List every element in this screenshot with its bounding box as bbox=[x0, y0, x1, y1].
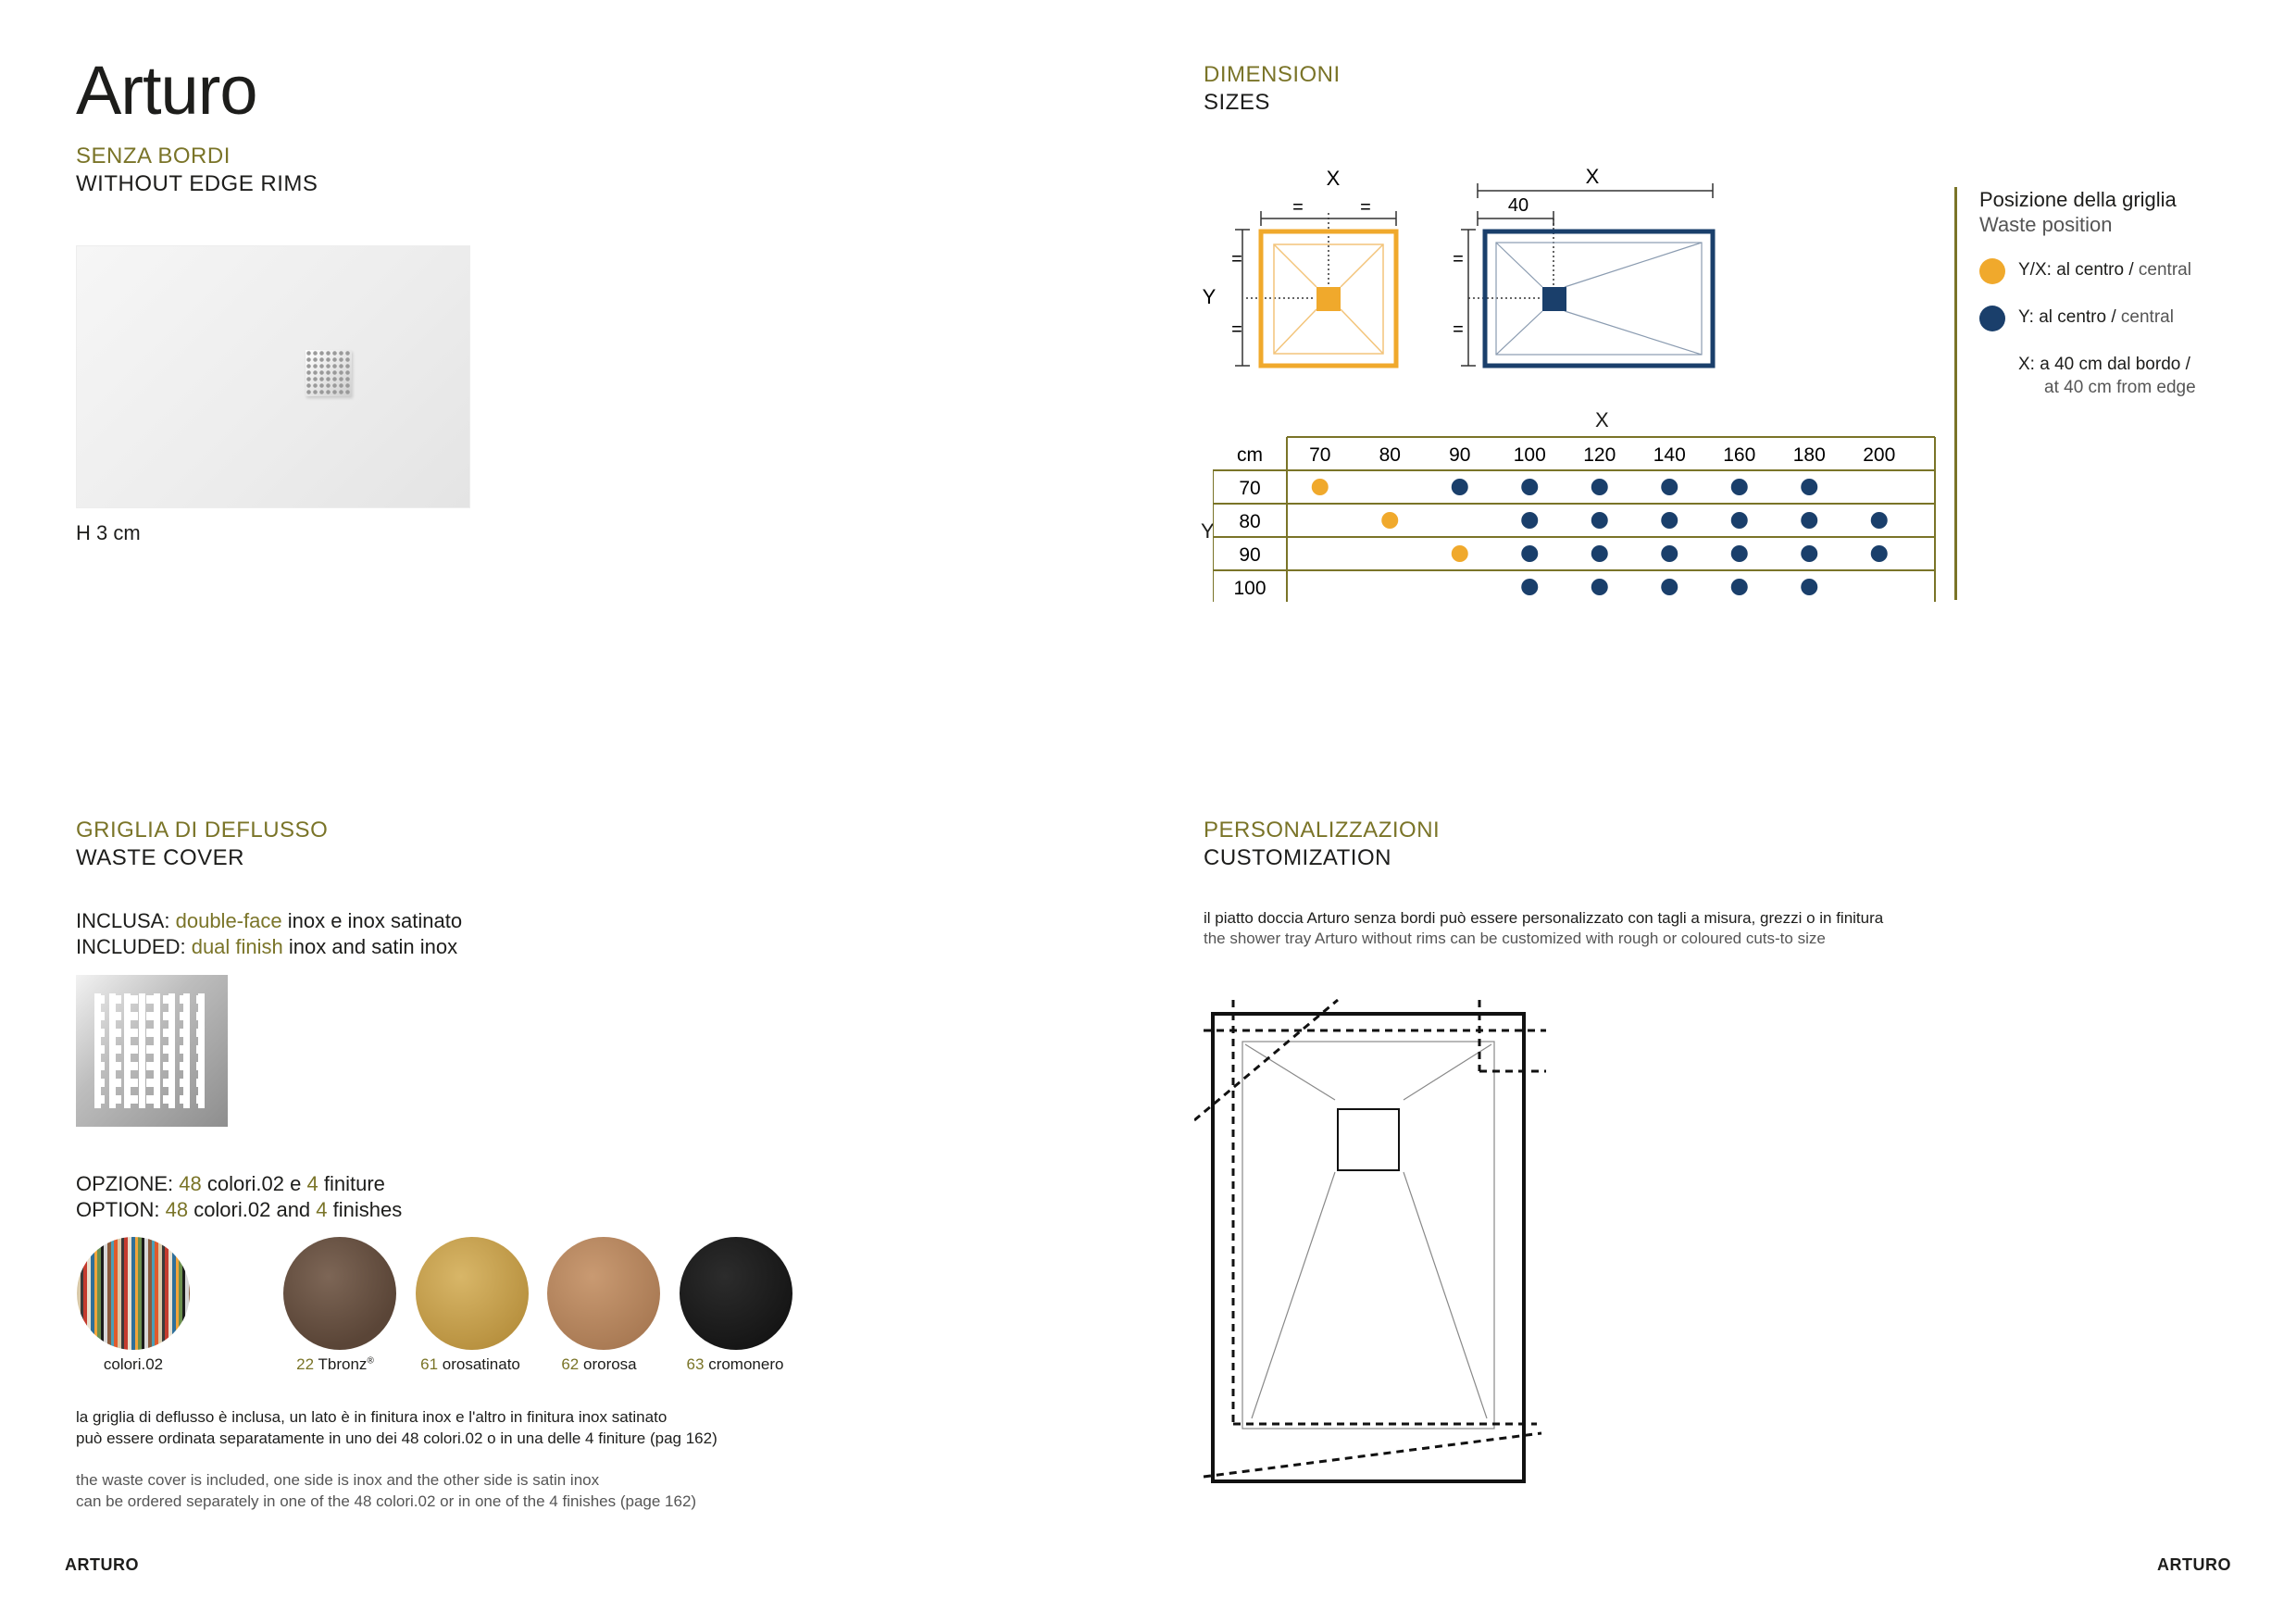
availability-dot-blue bbox=[1452, 479, 1468, 495]
legend-key: Y/X: bbox=[2018, 260, 2052, 280]
eq-mark: = bbox=[1360, 197, 1371, 218]
legend-en: central bbox=[2138, 260, 2191, 280]
custom-it: il piatto doccia Arturo senza bordi può essere personalizzato con tagli a misura, grezzi o in finitura bbox=[1204, 909, 1884, 927]
eq-mark: = bbox=[1453, 249, 1464, 269]
table-column-header: 120 bbox=[1583, 444, 1616, 466]
legend-key: Y: bbox=[2018, 307, 2034, 327]
swatch-tbronz bbox=[283, 1237, 396, 1350]
included-accent: dual finish bbox=[191, 935, 283, 958]
availability-dot-blue bbox=[1871, 545, 1888, 562]
opzione-mid: colori.02 e bbox=[206, 1172, 302, 1195]
swatch-colori bbox=[77, 1237, 190, 1350]
eq-mark: = bbox=[1453, 319, 1464, 340]
swatch-num: 63 bbox=[686, 1355, 705, 1373]
availability-dot-blue bbox=[1591, 579, 1608, 595]
swatch-num: 62 bbox=[561, 1355, 580, 1373]
option-end: finishes bbox=[332, 1198, 403, 1221]
legend-item-y bbox=[2018, 307, 2174, 328]
opzione-label: OPZIONE: bbox=[76, 1172, 174, 1195]
customization-heading: CUSTOMIZATION bbox=[1204, 845, 1391, 870]
option-mid: colori.02 and bbox=[193, 1198, 311, 1221]
availability-dot-blue bbox=[1731, 512, 1748, 529]
legend-sep: / bbox=[2111, 307, 2116, 327]
legend-divider bbox=[1954, 187, 1957, 600]
legend-en: central bbox=[2120, 307, 2174, 327]
table-row-header: 90 bbox=[1239, 544, 1261, 566]
waste-cover-heading: WASTE COVER bbox=[76, 845, 244, 870]
availability-dot-orange bbox=[1452, 545, 1468, 562]
sizes-table bbox=[1213, 435, 1944, 602]
table-corner-label: cm bbox=[1237, 444, 1263, 466]
dim-x-label: X bbox=[1585, 165, 1600, 188]
swatch-name: colori.02 bbox=[103, 1355, 164, 1373]
table-column-header: 140 bbox=[1653, 444, 1686, 466]
table-row-header: 100 bbox=[1233, 578, 1267, 599]
griglia-heading: GRIGLIA DI DEFLUSSO bbox=[76, 818, 329, 843]
eq-mark: = bbox=[1292, 197, 1304, 218]
option-label: OPTION: bbox=[76, 1198, 160, 1221]
waste-cover-image bbox=[76, 975, 228, 1127]
availability-dot-blue bbox=[1661, 579, 1678, 595]
availability-dot-blue bbox=[1591, 512, 1608, 529]
dim-y-label: Y bbox=[1202, 285, 1217, 308]
availability-dot-blue bbox=[1591, 545, 1608, 562]
sizes-heading: SIZES bbox=[1204, 90, 1270, 115]
table-row-header: 80 bbox=[1239, 511, 1261, 532]
legend-orange-dot bbox=[1979, 258, 2005, 284]
opzione-end: finiture bbox=[323, 1172, 385, 1195]
desc-en-2: can be ordered separately in one of the 48 colori.02 or in one of the 4 finishes (page 162) bbox=[76, 1492, 697, 1510]
legend-it: al centro bbox=[2056, 260, 2125, 280]
page-title: Arturo bbox=[76, 52, 257, 129]
table-column-header: 180 bbox=[1792, 444, 1826, 466]
included-label: INCLUDED: bbox=[76, 935, 186, 958]
table-column-header: 200 bbox=[1863, 444, 1896, 466]
availability-dot-orange bbox=[1381, 512, 1398, 529]
eq-mark: = bbox=[1231, 319, 1242, 340]
table-column-header: 70 bbox=[1309, 444, 1331, 466]
option-count-finishes: 4 bbox=[316, 1198, 328, 1221]
swatch-num: 61 bbox=[420, 1355, 439, 1373]
opzione-line bbox=[76, 1171, 385, 1197]
footer-left: ARTURO bbox=[65, 1555, 139, 1574]
opzione-count-finishes: 4 bbox=[306, 1172, 318, 1195]
legend-key: X: bbox=[2018, 355, 2035, 374]
availability-dot-blue bbox=[1661, 512, 1678, 529]
opzione-count-colors: 48 bbox=[179, 1172, 202, 1195]
option-count-colors: 48 bbox=[165, 1198, 189, 1221]
availability-dot-blue bbox=[1661, 545, 1678, 562]
swatch-orosatinato bbox=[416, 1237, 529, 1350]
drain-square-orange bbox=[1316, 287, 1341, 311]
dim-x-label: X bbox=[1326, 167, 1341, 190]
swatch-name: ororosa bbox=[583, 1355, 637, 1373]
legend-sep: / bbox=[2128, 260, 2134, 280]
availability-dot-blue bbox=[1731, 545, 1748, 562]
legend-x-note-it: a 40 cm dal bordo / bbox=[2040, 355, 2190, 374]
tray-diagrams bbox=[1194, 157, 1741, 380]
grate-holes bbox=[76, 975, 228, 1127]
desc-en-1: the waste cover is included, one side is inox and the other side is satin inox bbox=[76, 1471, 600, 1489]
availability-dot-blue bbox=[1801, 512, 1817, 529]
eq-mark: = bbox=[1231, 249, 1242, 269]
shower-tray-image bbox=[76, 245, 470, 508]
inclusa-label: INCLUSA: bbox=[76, 909, 170, 932]
dimensioni-heading: DIMENSIONI bbox=[1204, 62, 1341, 87]
inclusa-line bbox=[76, 908, 462, 934]
swatch-name: cromonero bbox=[708, 1355, 784, 1373]
legend-subtitle: Waste position bbox=[1979, 213, 2113, 236]
swatch-cromonero bbox=[680, 1237, 792, 1350]
legend-x-note bbox=[2018, 355, 2190, 375]
availability-dot-blue bbox=[1731, 479, 1748, 495]
swatch-name: Tbronz bbox=[318, 1355, 368, 1373]
availability-dot-blue bbox=[1801, 545, 1817, 562]
custom-cut-diagram bbox=[1194, 991, 1565, 1491]
availability-dot-blue bbox=[1801, 479, 1817, 495]
drain-icon bbox=[306, 350, 352, 396]
table-x-label: X bbox=[1595, 408, 1609, 431]
availability-dot-blue bbox=[1521, 545, 1538, 562]
table-column-header: 100 bbox=[1513, 444, 1546, 466]
included-line bbox=[76, 934, 457, 960]
senza-bordi-heading: SENZA BORDI bbox=[76, 144, 231, 169]
desc-it-2: può essere ordinata separatamente in uno dei 48 colori.02 o in una delle 4 finiture (pag 162) bbox=[76, 1429, 718, 1447]
table-y-label: Y bbox=[1201, 519, 1215, 543]
swatch-ororosa bbox=[547, 1237, 660, 1350]
square-tray-diagram bbox=[1203, 167, 1396, 366]
availability-dot-blue bbox=[1661, 479, 1678, 495]
rect-tray-diagram bbox=[1453, 165, 1713, 366]
legend-blue-dot bbox=[1979, 306, 2005, 331]
registered-mark: ® bbox=[367, 1355, 374, 1367]
swatch-name: orosatinato bbox=[442, 1355, 520, 1373]
height-note: H 3 cm bbox=[76, 521, 141, 544]
availability-dot-blue bbox=[1591, 479, 1608, 495]
availability-dot-blue bbox=[1871, 512, 1888, 529]
included-rest: inox and satin inox bbox=[288, 935, 458, 958]
availability-dot-blue bbox=[1521, 512, 1538, 529]
footer-right: ARTURO bbox=[2157, 1555, 2231, 1574]
availability-dot-orange bbox=[1312, 479, 1329, 495]
availability-dot-blue bbox=[1731, 579, 1748, 595]
swatch-label-cromonero bbox=[643, 1355, 828, 1374]
table-column-header: 80 bbox=[1379, 444, 1401, 466]
inclusa-rest: inox e inox satinato bbox=[287, 909, 463, 932]
without-edge-rims-heading: WITHOUT EDGE RIMS bbox=[76, 171, 318, 196]
drain-square-blue bbox=[1542, 287, 1566, 311]
table-row-header: 70 bbox=[1239, 478, 1261, 499]
option-line bbox=[76, 1197, 402, 1223]
custom-en: the shower tray Arturo without rims can be customized with rough or coloured cuts-to size bbox=[1204, 930, 1826, 947]
desc-it-1: la griglia di deflusso è inclusa, un lato è in finitura inox e l'altro in finitura inox satinato bbox=[76, 1408, 668, 1426]
table-column-header: 160 bbox=[1723, 444, 1756, 466]
personalizzazioni-heading: PERSONALIZZAZIONI bbox=[1204, 818, 1441, 843]
swatch-label-colori bbox=[41, 1355, 226, 1374]
table-column-header: 90 bbox=[1449, 444, 1471, 466]
swatch-num: 22 bbox=[296, 1355, 315, 1373]
legend-it: al centro bbox=[2039, 307, 2107, 327]
availability-dot-blue bbox=[1521, 479, 1538, 495]
offset-label: 40 bbox=[1507, 195, 1529, 216]
legend-x-note-en: at 40 cm from edge bbox=[2044, 378, 2196, 397]
availability-dot-blue bbox=[1521, 579, 1538, 595]
legend-item-yx bbox=[2018, 260, 2191, 281]
inclusa-accent: double-face bbox=[175, 909, 282, 932]
legend-title: Posizione della griglia bbox=[1979, 188, 2177, 211]
availability-dot-blue bbox=[1801, 579, 1817, 595]
